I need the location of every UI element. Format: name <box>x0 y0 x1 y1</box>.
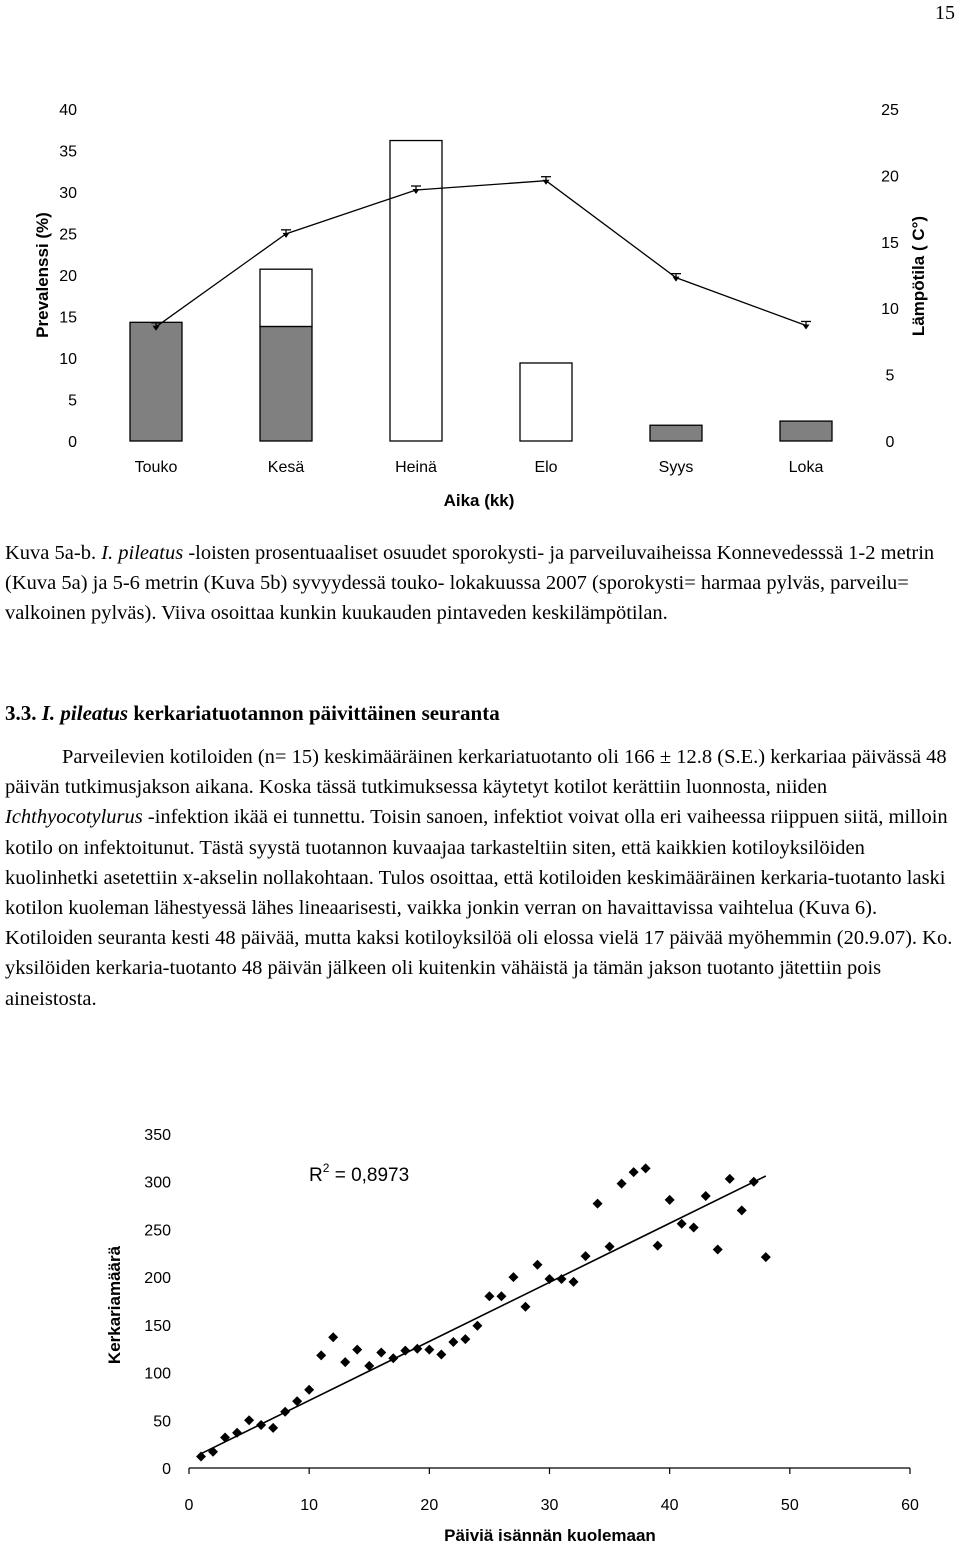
fig2-y-tick-label: 250 <box>144 1222 171 1240</box>
section-species: I. pileatus <box>41 701 129 725</box>
fig1-right-axis-title: Lämpötila ( C°) <box>909 215 928 337</box>
cercaria-production-chart <box>0 1115 960 1549</box>
data-point <box>520 1302 530 1312</box>
fig2-x-tick-label: 60 <box>901 1497 919 1514</box>
data-point <box>617 1179 627 1189</box>
fig1-left-tick-label: 15 <box>59 309 77 327</box>
fig2-y-tick-label: 150 <box>144 1317 171 1335</box>
data-point <box>725 1174 735 1184</box>
paragraph-part1: Parveilevien kotiloiden (n= 15) keskimääräinen kerkariatuotanto oli 166 ± 12.8 (S.E.) kerkariaa päivässä 48 päivän tutkimusjakson aikana. Koska tässä tutkimuksessa käytetyt kotilot kerättiin luonnosta, niiden <box>5 746 947 799</box>
fig1-x-axis-title: Aika (kk) <box>443 491 515 510</box>
section-number: 3.3. <box>5 701 42 725</box>
page-number: 15 <box>935 2 955 24</box>
data-point <box>737 1205 747 1215</box>
temperature-line <box>156 181 806 327</box>
data-point <box>689 1223 699 1233</box>
prevalence-temperature-chart <box>0 85 960 515</box>
fig2-y-axis-title: Kerkariamäärä <box>105 1245 124 1365</box>
fig1-left-tick-label: 10 <box>59 351 77 368</box>
fig1-right-tick-label: 20 <box>881 168 899 186</box>
data-point <box>340 1357 350 1367</box>
data-point <box>316 1350 326 1360</box>
fig1-left-tick-label: 25 <box>59 226 77 244</box>
caption-prefix: Kuva 5a-b. <box>5 542 102 564</box>
fig2-y-tick-label: 350 <box>144 1127 171 1144</box>
fig1-ticks <box>59 102 899 476</box>
temperature-point <box>803 324 810 329</box>
data-point <box>328 1332 338 1342</box>
data-point <box>581 1251 591 1261</box>
paragraph-genus: Ichthyocotylurus <box>5 806 143 829</box>
data-point <box>460 1334 470 1344</box>
fig1-left-tick-label: 30 <box>59 185 77 202</box>
fig1-temperature-line <box>151 177 811 331</box>
data-point <box>532 1260 542 1270</box>
fig1-left-tick-label: 5 <box>68 392 77 410</box>
bar-parveilu <box>520 363 572 441</box>
fig1-left-tick-label: 35 <box>59 143 77 161</box>
fig2-x-tick-label: 50 <box>780 1497 799 1514</box>
fig1-right-tick-label: 25 <box>881 102 899 119</box>
body-paragraph <box>5 742 955 1014</box>
fig2-ticks <box>144 1127 919 1514</box>
data-point <box>593 1199 603 1209</box>
data-point <box>436 1349 446 1359</box>
fig2-r2-annotation: $R^2 = 0,8973$ <box>309 1161 410 1186</box>
fig2-y-tick-label: 100 <box>144 1365 171 1383</box>
data-point <box>605 1242 615 1252</box>
caption-species: I. pileatus <box>101 542 184 564</box>
fig2-y-tick-label: 50 <box>153 1413 171 1431</box>
fig1-right-tick-label: 15 <box>881 234 899 252</box>
fig1-right-tick-label: 0 <box>885 434 895 451</box>
bar-sporokysti <box>650 425 702 441</box>
fig2-x-tick-label: 10 <box>300 1497 319 1514</box>
bar-parveilu <box>260 269 312 326</box>
fig1-category-label: Loka <box>788 459 824 476</box>
fig1-category-label: Elo <box>534 459 558 476</box>
trendline <box>201 1176 766 1454</box>
bar-sporokysti <box>130 322 182 441</box>
figure-caption <box>5 538 955 629</box>
fig2-y-tick-label: 0 <box>162 1461 171 1478</box>
data-point <box>508 1272 518 1282</box>
bar-sporokysti <box>260 326 312 441</box>
fig1-left-tick-label: 0 <box>68 434 77 451</box>
data-point <box>352 1345 362 1355</box>
data-point <box>641 1163 651 1173</box>
fig2-x-tick-label: 20 <box>420 1497 439 1514</box>
fig2-x-tick-label: 0 <box>184 1497 194 1514</box>
fig2-x-tick-label: 30 <box>540 1497 559 1514</box>
caption-body: -loisten prosentuaaliset osuudet sporokysti- ja parveiluvaiheissa Konnevedesssä 1-2 metrin (Kuva 5a) ja 5-6 metrin (Kuva 5b) syvyydessä touko- lokakuussa 2007 (sporokysti= harmaa pylväs, parveilu= valkoinen pylväs). Viiva osoittaa kunkin kuukauden pintaveden keskilämpötilan. <box>5 542 935 625</box>
section-heading <box>5 701 500 726</box>
data-point <box>268 1423 278 1433</box>
data-point <box>304 1385 314 1395</box>
data-point <box>701 1191 711 1201</box>
fig1-category-label: Kesä <box>267 459 305 476</box>
bar-sporokysti <box>780 421 832 441</box>
data-point <box>653 1241 663 1251</box>
data-point <box>376 1348 386 1358</box>
data-point <box>713 1244 723 1254</box>
data-point <box>569 1277 579 1287</box>
fig1-right-tick-label: 10 <box>881 301 899 319</box>
data-point <box>665 1195 675 1205</box>
data-point <box>472 1321 482 1331</box>
data-point <box>629 1167 639 1177</box>
section-title: kerkariatuotannon päivittäinen seuranta <box>128 701 500 725</box>
fig2-y-tick-label: 300 <box>144 1174 171 1192</box>
fig2-y-tick-label: 200 <box>144 1270 171 1288</box>
fig2-x-axis-title: Päiviä isännän kuolemaan <box>444 1526 656 1545</box>
fig1-category-label: Syys <box>658 459 694 476</box>
fig2-x-tick-label: 40 <box>660 1497 679 1514</box>
data-point <box>761 1252 771 1262</box>
fig1-category-label: Heinä <box>395 459 437 476</box>
data-point <box>424 1345 434 1355</box>
data-point <box>244 1415 254 1425</box>
fig1-right-tick-label: 5 <box>885 367 895 385</box>
fig1-category-label: Touko <box>134 459 178 476</box>
data-point <box>484 1291 494 1301</box>
fig1-left-axis-title: Prevalenssi (%) <box>33 212 52 338</box>
fig2-trendline <box>201 1176 766 1454</box>
fig2-points <box>196 1163 771 1461</box>
fig1-left-tick-label: 40 <box>59 102 77 119</box>
data-point <box>496 1291 506 1301</box>
fig1-left-tick-label: 20 <box>59 268 77 285</box>
data-point <box>677 1219 687 1229</box>
data-point <box>448 1337 458 1347</box>
paragraph-part2: -infektion ikää ei tunnettu. Toisin sanoen, infektiot voivat olla eri vaiheessa riippuen siitä, milloin kotilo on infektoitunut. Tästä syystä tuotannon kuvaajaa tarkasteltiin siten, että kaikkien kotiloyksilöiden kuolinhetki asetettiin x-akselin nollakohtaan. Tulos osoittaa, että kotiloiden keskimääräinen kerkaria-tuotanto laski kotilon kuoleman lähestyessä lähes lineaarisesti, vaikka jonkin verran on havaittavissa vaihtelua (Kuva 6). Kotiloiden seuranta kesti 48 päivää, mutta kaksi kotiloyksilöä oli elossa vielä 17 päivää myöhemmin (20.9.07). Ko. yksilöiden kerkaria-tuotanto 48 päivän jälkeen oli kuitenkin vähäistä ja tämän jakson tuotanto jätettiin pois aineistosta. <box>5 806 953 1010</box>
